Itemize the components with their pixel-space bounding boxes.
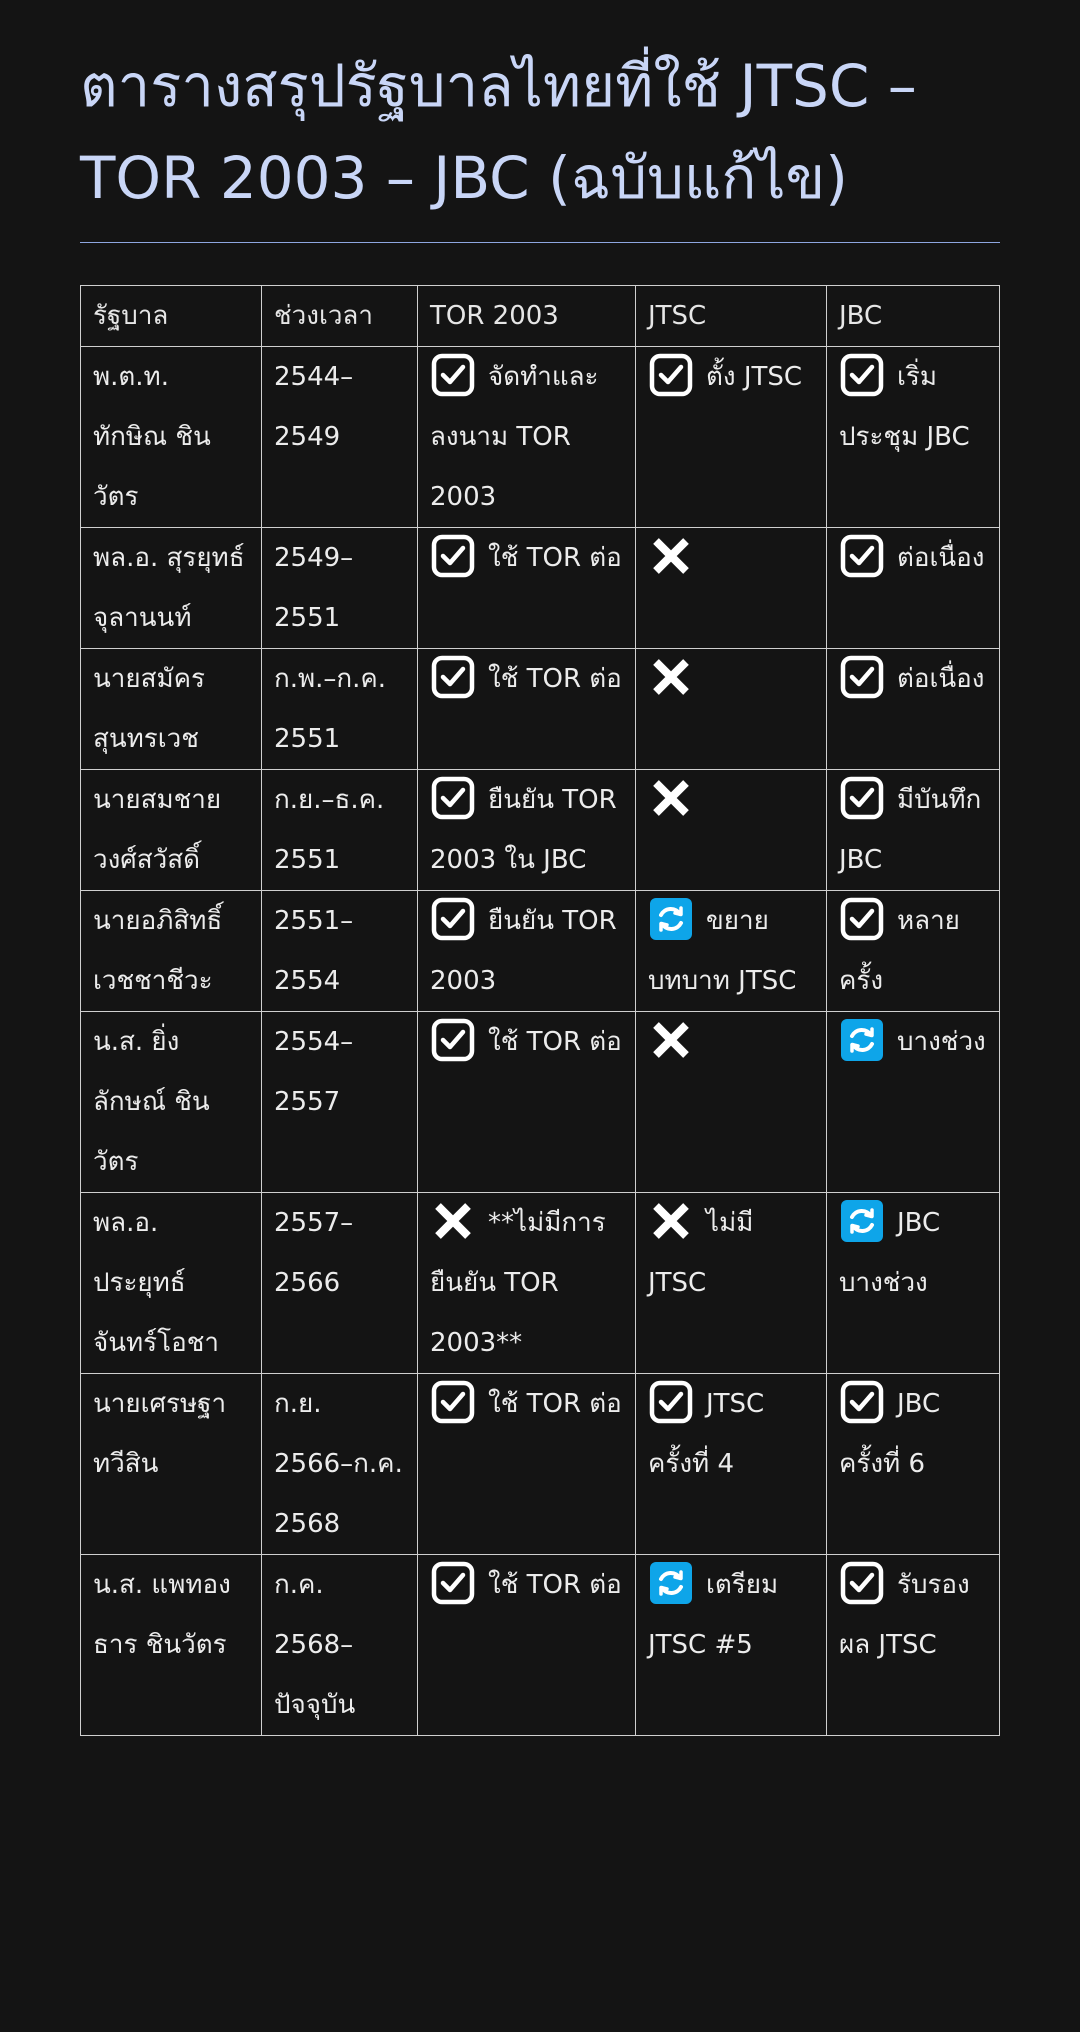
cell-government: นายสมัคร สุนทรเวช <box>81 649 262 770</box>
cell-government: พล.อ. สุรยุทธ์ จุลานนท์ <box>81 528 262 649</box>
check-icon <box>430 896 476 942</box>
cell-jtsc <box>636 770 827 891</box>
cell-tor-2003 <box>418 770 636 891</box>
cell-government: นายอภิสิทธิ์ เวชชาชีวะ <box>81 891 262 1012</box>
table-row <box>81 347 1000 528</box>
cell-period: 2544–2549 <box>262 347 418 528</box>
cell-government: พ.ต.ท. ทักษิณ ชินวัตร <box>81 347 262 528</box>
check-icon <box>839 352 885 398</box>
cell-tor-2003-text: ใช้ TOR ต่อ <box>488 1027 622 1057</box>
cell-period: ก.ย.–ธ.ค. 2551 <box>262 770 418 891</box>
cell-jtsc <box>636 1012 827 1193</box>
cell-government: น.ส. ยิ่งลักษณ์ ชินวัตร <box>81 1012 262 1193</box>
cross-icon <box>648 775 694 821</box>
cell-tor-2003-text: ยืนยัน TOR 2003 <box>430 906 617 996</box>
cell-period: ก.ค. 2568–ปัจจุบัน <box>262 1555 418 1736</box>
cross-icon <box>648 1017 694 1063</box>
cell-tor-2003-text: ใช้ TOR ต่อ <box>488 664 622 694</box>
column-header-period: ช่วงเวลา <box>262 286 418 347</box>
check-icon <box>648 1379 694 1425</box>
table-row <box>81 1374 1000 1555</box>
cell-jtsc-text: ไม่มี JTSC <box>648 1208 754 1298</box>
refresh-icon <box>839 1198 885 1244</box>
cell-jbc <box>827 1193 1000 1374</box>
check-icon <box>430 775 476 821</box>
cell-jbc <box>827 528 1000 649</box>
cell-period: ก.พ.–ก.ค. 2551 <box>262 649 418 770</box>
cell-jbc <box>827 347 1000 528</box>
table-header-row <box>81 286 1000 347</box>
table-row <box>81 649 1000 770</box>
cell-tor-2003 <box>418 347 636 528</box>
cell-jtsc <box>636 1555 827 1736</box>
table-row <box>81 770 1000 891</box>
check-icon <box>648 352 694 398</box>
cell-jtsc <box>636 1374 827 1555</box>
cell-period: 2549–2551 <box>262 528 418 649</box>
column-header-jtsc: JTSC <box>636 286 827 347</box>
cell-period: 2557–2566 <box>262 1193 418 1374</box>
cell-jbc-text: เริ่มประชุม JBC <box>839 362 970 452</box>
table-row <box>81 891 1000 1012</box>
cell-jbc-text: ต่อเนื่อง <box>897 664 985 694</box>
check-icon <box>430 1017 476 1063</box>
cell-jbc-text: หลายครั้ง <box>839 906 960 996</box>
cell-jtsc <box>636 891 827 1012</box>
cell-tor-2003 <box>418 1193 636 1374</box>
cell-jbc-text: บางช่วง <box>897 1027 986 1057</box>
check-icon <box>430 352 476 398</box>
check-icon <box>839 1560 885 1606</box>
cell-jbc-text: รับรองผล JTSC <box>839 1570 970 1660</box>
cell-jbc <box>827 1555 1000 1736</box>
cell-tor-2003-text: ใช้ TOR ต่อ <box>488 543 622 573</box>
cell-tor-2003 <box>418 649 636 770</box>
check-icon <box>839 775 885 821</box>
check-icon <box>839 654 885 700</box>
cell-jtsc-text: เตรียม JTSC #5 <box>648 1570 779 1660</box>
cell-jbc-text: JBC ครั้งที่ 6 <box>839 1389 941 1479</box>
cell-tor-2003-text: ใช้ TOR ต่อ <box>488 1570 622 1600</box>
cross-icon <box>430 1198 476 1244</box>
cell-government: น.ส. แพทองธาร ชินวัตร <box>81 1555 262 1736</box>
check-icon <box>430 533 476 579</box>
cell-government: นายเศรษฐา ทวีสิน <box>81 1374 262 1555</box>
table-row <box>81 528 1000 649</box>
cell-jbc-text: ต่อเนื่อง <box>897 543 985 573</box>
cell-jtsc <box>636 1193 827 1374</box>
cell-period: ก.ย. 2566–ก.ค. 2568 <box>262 1374 418 1555</box>
column-header-jbc: JBC <box>827 286 1000 347</box>
page-title: ตารางสรุปรัฐบาลไทยที่ใช้ JTSC – TOR 2003 – JBC (ฉบับแก้ไข) <box>80 40 1000 243</box>
cell-tor-2003 <box>418 1374 636 1555</box>
cell-tor-2003 <box>418 528 636 649</box>
refresh-icon <box>648 1560 694 1606</box>
cell-jbc <box>827 649 1000 770</box>
cell-tor-2003 <box>418 1555 636 1736</box>
cell-jtsc <box>636 528 827 649</box>
cell-jtsc-text: ตั้ง JTSC <box>706 362 803 392</box>
cross-icon <box>648 1198 694 1244</box>
check-icon <box>839 896 885 942</box>
column-header-government: รัฐบาล <box>81 286 262 347</box>
cell-tor-2003 <box>418 891 636 1012</box>
cell-government: พล.อ. ประยุทธ์ จันทร์โอชา <box>81 1193 262 1374</box>
check-icon <box>430 1560 476 1606</box>
table-body <box>81 347 1000 1736</box>
cross-icon <box>648 533 694 579</box>
cell-jtsc-text: JTSC ครั้งที่ 4 <box>648 1389 765 1479</box>
table-row <box>81 1012 1000 1193</box>
cell-jbc <box>827 1374 1000 1555</box>
cell-jtsc-text: ขยายบทบาท JTSC <box>648 906 797 996</box>
check-icon <box>839 533 885 579</box>
column-header-tor-2003: TOR 2003 <box>418 286 636 347</box>
refresh-icon <box>839 1017 885 1063</box>
refresh-icon <box>648 896 694 942</box>
check-icon <box>430 654 476 700</box>
check-icon <box>839 1379 885 1425</box>
cell-jbc <box>827 891 1000 1012</box>
cell-tor-2003-text: ยืนยัน TOR 2003 ใน JBC <box>430 785 617 875</box>
cross-icon <box>648 654 694 700</box>
cell-tor-2003-text: **ไม่มีการยืนยัน TOR 2003** <box>430 1208 606 1358</box>
cell-period: 2551–2554 <box>262 891 418 1012</box>
cell-jbc <box>827 1012 1000 1193</box>
cell-tor-2003-text: ใช้ TOR ต่อ <box>488 1389 622 1419</box>
check-icon <box>430 1379 476 1425</box>
cell-period: 2554–2557 <box>262 1012 418 1193</box>
cell-jtsc <box>636 649 827 770</box>
table-row <box>81 1555 1000 1736</box>
table-row <box>81 1193 1000 1374</box>
cell-government: นายสมชาย วงศ์สวัสดิ์ <box>81 770 262 891</box>
cell-tor-2003 <box>418 1012 636 1193</box>
cell-tor-2003-text: จัดทำและลงนาม TOR 2003 <box>430 362 599 512</box>
summary-table <box>80 285 1000 1736</box>
cell-jbc <box>827 770 1000 891</box>
cell-jtsc <box>636 347 827 528</box>
cell-jbc-text: JBC บางช่วง <box>839 1208 941 1298</box>
cell-jbc-text: มีบันทึก JBC <box>839 785 982 875</box>
